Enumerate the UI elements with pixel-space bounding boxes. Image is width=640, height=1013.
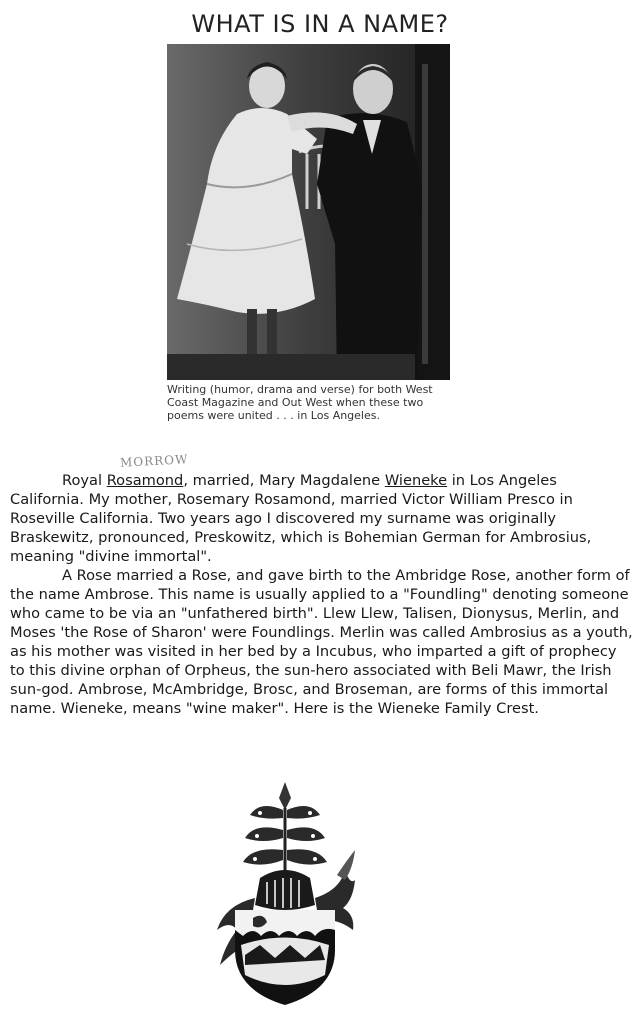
crest-illustration [205,780,365,1008]
couple-photograph [167,44,450,380]
name-royal: Royal [62,472,103,489]
page-title: WHAT IS IN A NAME? [191,10,449,38]
handwritten-annotation: MORROW [119,452,189,470]
paragraph-1 [10,471,635,566]
paragraph-2: A Rose married a Rose, and gave birth to the Ambridge Rose, another form of the name Ambrose. This name is usually applied to a "Foundling" denoting someone who came to be via an "unfathered birth". Llew Llew, Talisen, Dionysus, Merlin, and Moses 'the Rose of Sharon' were Foundlings. Merlin was called Ambrosius as a youth, as his mother was visited in her bed by a Incubus, who imparted a gift of prophecy to this divine orphan of Orpheus, the sun-hero associated with Beli Mawr, the Irish sun-god. Ambrose, McAmbridge, Brosc, and Broseman, are forms of this immortal name. Wieneke, means "wine maker". Here is the Wieneke Family Crest. [10,567,633,717]
surname-wieneke: Wieneke [384,472,448,489]
paragraph-1-text-a: , married, Mary Magdalene [183,472,385,489]
photo-illustration [167,44,450,380]
photo-caption: Writing (humor, drama and verse) for both West Coast Magazine and Out West when these two poems were united . . . in Los Angeles. [167,383,433,422]
article-body [10,471,635,718]
family-crest [205,780,365,1008]
paragraph-1-text-b: in Los Angeles California. My mother, Rosemary Rosamond, married Victor William Presco in Roseville California. Two years ago I discovered my surname was originally Braskewitz, pronounced, Preskowitz, which is Bohemian German for Ambrosius, meaning "divine immortal". [10,472,592,565]
surname-rosamond: Rosamond [106,472,184,489]
